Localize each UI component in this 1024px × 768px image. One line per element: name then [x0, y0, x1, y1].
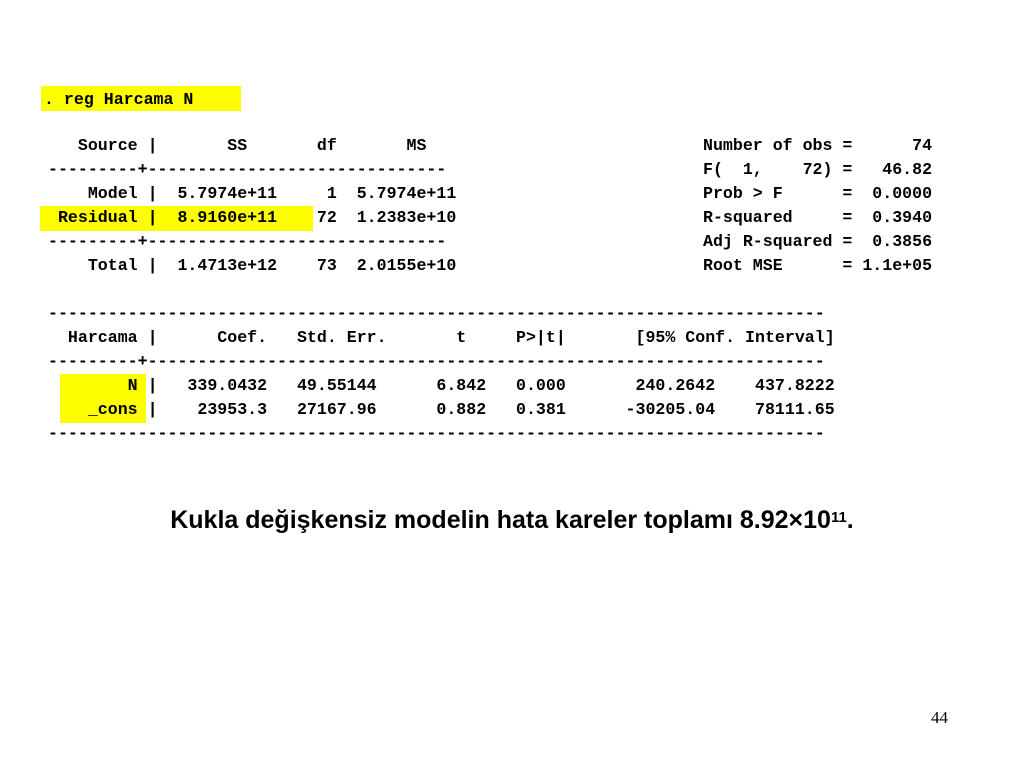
coef-row-cons: _cons | 23953.3 27167.96 0.882 0.381 -30205.04 78111.65 [48, 400, 835, 419]
stata-command: . reg Harcama N [44, 90, 204, 109]
coef-rule-top: ------------------------------------------------------------------------------ [48, 304, 825, 323]
anova-row-total: Total | 1.4713e+12 73 2.0155e+10 [48, 256, 457, 275]
anova-rule-bottom: ---------+------------------------------ [48, 232, 447, 251]
stat-number-of-obs: Number of obs = 74 [703, 136, 933, 155]
anova-header: Source | SS df MS [48, 136, 427, 155]
coef-header: Harcama | Coef. Std. Err. t P>|t| [95% Conf. Interval] [48, 328, 835, 347]
stat-prob-f: Prob > F = 0.0000 [703, 184, 933, 203]
caption-text: Kukla değişkensiz modelin hata kareler toplamı 8.92×10 [170, 506, 831, 534]
page-number: 44 [931, 708, 948, 727]
caption-period: . [846, 506, 854, 534]
coef-row-n: N | 339.0432 49.55144 6.842 0.000 240.2642 437.8222 [48, 376, 835, 395]
anova-rule-top: ---------+------------------------------ [48, 160, 447, 179]
stat-adj-r-squared: Adj R-squared = 0.3856 [703, 232, 933, 251]
caption-exponent: 11 [830, 509, 847, 526]
stat-r-squared: R-squared = 0.3940 [703, 208, 933, 227]
stat-f-test: F( 1, 72) = 46.82 [703, 160, 933, 179]
coef-rule-bottom: ------------------------------------------------------------------------------ [48, 424, 825, 443]
anova-row-model: Model | 5.7974e+11 1 5.7974e+11 [48, 184, 457, 203]
stat-root-mse: Root MSE = 1.1e+05 [703, 256, 933, 275]
coef-rule-middle: ---------+-------------------------------------------------------------------- [48, 352, 825, 371]
anova-row-residual: Residual | 8.9160e+11 72 1.2383e+10 [48, 208, 457, 227]
caption [0, 503, 1024, 537]
